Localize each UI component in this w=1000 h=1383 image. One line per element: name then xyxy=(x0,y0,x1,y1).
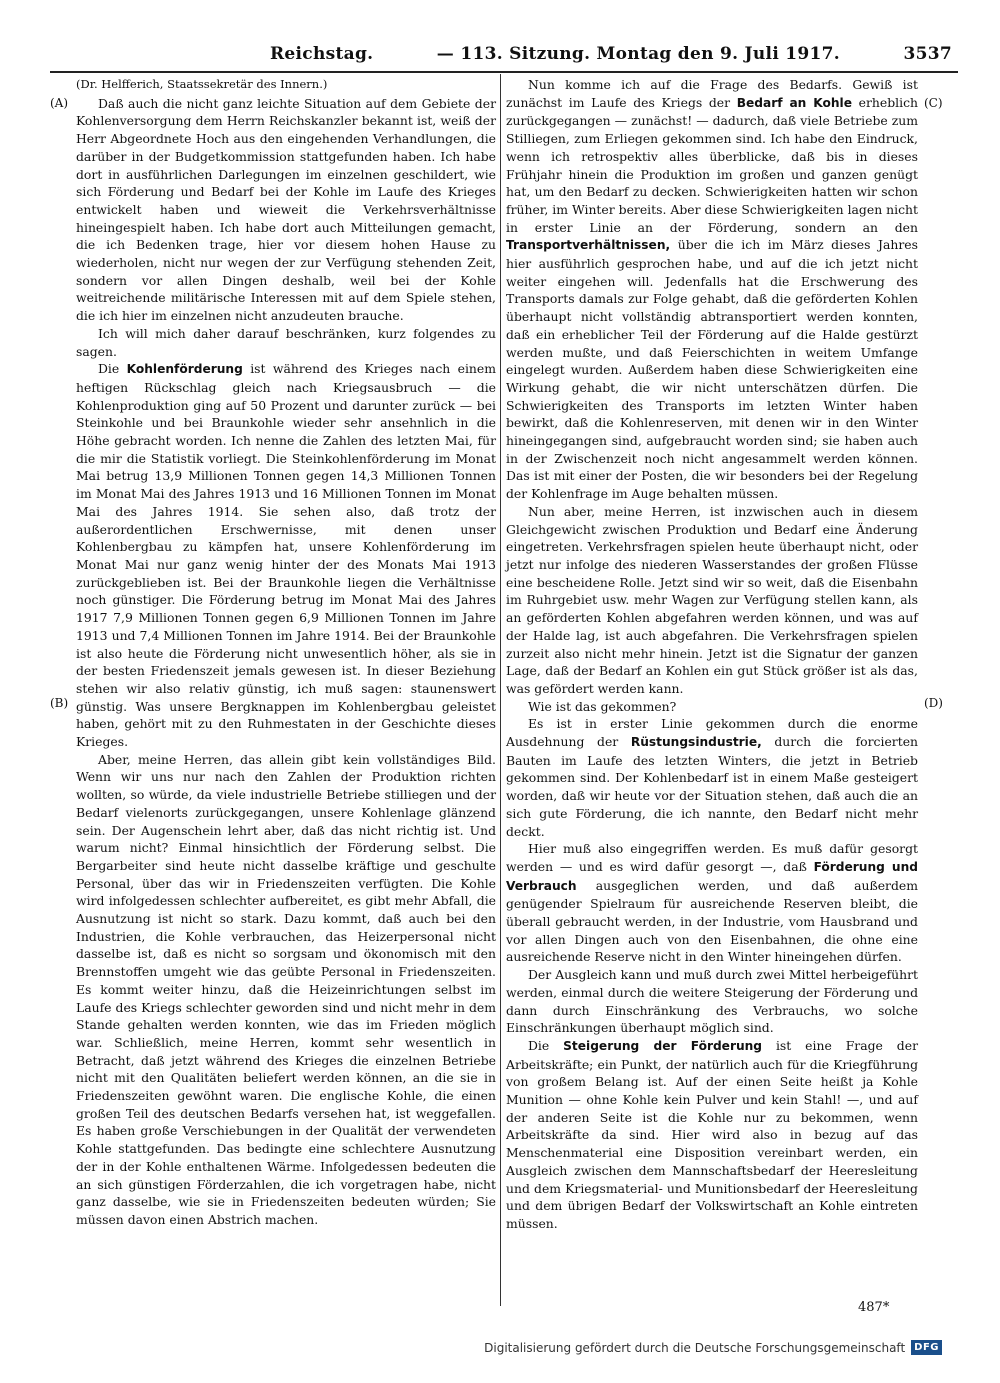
footer-text: Digitalisierung gefördert durch die Deutsche Forschungsgemeinschaft xyxy=(484,1340,906,1355)
paragraph: Die Kohlenförderung ist während des Krieges nach einem heftigen Rückschlag gleich nach Kriegsausbruch — die Kohlenproduktion ging auf 50 Prozent und darunter zurück — bei Steinkohle und bei Braunkohle wieder sehr ansehnlich in die Höhe gebracht worden. Ich nenne die Zahlen des letzten Mai, für die mir die Statistik vorliegt. Die Steinkohlenförderung im Monat Mai betrug 13,9 Millionen Tonnen gegen 14,3 Millionen Tonnen im Monat Mai des Jahres 1913 und 16 Millionen Tonnen im Monat Mai des Jahres 1914. Sie sehen also, daß trotz der außerordentlichen Erschwernisse, mit denen unser Kohlenbergbau zu kämpfen hat, unsere Kohlenförderung im Monat Mai nur ganz wenig hinter der des Monats Mai 1913 zurückgeblieben ist. Bei der Braunkohle liegen die Verhältnisse noch günstiger. Die Förderung betrug im Monat Mai des Jahres 1917 7,9 Millionen Tonnen gegen 6,9 Millionen Tonnen im Jahre 1913 und 7,4 Millionen Tonnen im Jahre 1914. Bei der Braunkohle ist also heute die Förderung nicht unwesentlich höher, als sie in der besten Friedenszeit jemals gewesen ist. In dieser Beziehung stehen wir also relativ günstig, ich muß sagen: staunenswert günstig. Was unsere Bergknappen im Kohlenbergbau geleistet haben, gehört mit zu den Ruhmestaten in der Geschichte dieses Krieges. xyxy=(76,361,496,750)
paragraph: Daß auch die nicht ganz leichte Situation auf dem Gebiete der Kohlenversorgung dem Herrn Reichskanzler bekannt ist, weiß der Herr Abgeordnete Hoch aus den eingehenden Verhandlungen, die darüber in der Budgetkommission stattgefunden haben. Ich habe dort in ausführlichen Darlegungen im einzelnen geschildert, wie sich Förderung und Bedarf bei der Kohle im Laufe des Krieges entwickelt haben und wieweit die Verkehrsverhältnisse hineingespielt haben. Ich habe dort auch Mitteilungen gemacht, die ich Bedenken trage, hier vor diesem hohen Hause zu wiederholen, nicht nur wegen der zur Verfügung stehenden Zeit, sondern vor allen Dingen deshalb, weil bei der Kohle weitreichende militärische Interessen mit auf dem Spiele stehen, die ich hier im einzelnen nicht anzudeuten brauche. xyxy=(76,95,496,324)
paragraph: Wie ist das gekommen? xyxy=(528,698,677,714)
emphasis: Transportverhältnissen, xyxy=(506,238,671,253)
paragraph: Nun komme ich auf die Frage des Bedarfs. Gewiß ist zunächst im Laufe des Kriegs der Bedarf an Kohle erheblich zurückgegangen — zunächst! — dadurch, daß viele Betriebe zum Stilliegen, zum Erliegen gekommen sind. Ich habe den Eindruck, wenn ich retrospektiv alles überblicke, daß bis in dieses Frühjahr hinein die Produktion im großen und ganzen genügt hat, um den Bedarf zu decken. Schwierigkeiten hatten wir schon früher, im Winter bereits. Aber diese Schwierigkeiten lagen nicht in erster Linie an der Förderung, sondern an den Transportverhältnissen, über die ich im März dieses Jahres hier ausführlich gesprochen habe, und auf die ich jetzt nicht weiter eingehen will. Jedenfalls hat die Erschwerung des Transports damals zur Folge gehabt, daß die geförderten Kohlen überhaupt nicht vollständig abtransportiert werden konnten, daß ein erheblicher Teil der Förderung auf die Halde gestürzt werden mußte, und daß Feierschichten in weitem Umfange eingelegt wurden. Außerdem haben diese Schwierigkeiten eine Wirkung gehabt, die wir nicht unterschätzen dürfen. Die Schwierigkeiten des Transports im letzten Winter haben bewirkt, daß die Kohlenreserven, mit denen wir in den Winter hineingegangen sind, aufgebraucht worden sind; sie haben auch in der Zwischenzeit noch nicht angesammelt werden können. Das ist mit einer der Posten, die wir besonders bei der Regelung der Kohlenfrage im Auge behalten müssen. xyxy=(506,77,918,502)
header-session: — 113. Sitzung. Montag den 9. Juli 1917. xyxy=(436,44,841,64)
paragraph: Aber, meine Herren, das allein gibt kein vollständiges Bild. Wenn wir uns nur nach den Zahlen der Produktion richten wollten, so würde, da viele industrielle Betriebe stilliegen und der Bedarf vielenorts zurückgegangen, unsere Kohlenlage glänzend sein. Der Augenschein lehrt aber, daß das nicht richtig ist. Und warum nicht? Einmal hinsichtlich der Förderung selbst. Die Bergarbeiter sind heute nicht dasselbe kräftige und geschulte Personal, über das wir in Friedenszeiten verfügten. Die Kohle wird infolgedessen schlechter aufbereitet, es gibt mehr Abfall, die Ausnutzung ist nicht so stark. Dazu kommt, daß auch bei den Industrien, die Kohle verbrauchen, das Heizerpersonal nicht dasselbe ist, daß es nicht so sorgsam und ökonomisch mit den Brennstoffen umgeht wie das geübte Personal in Friedenszeiten. Es kommt weiter hinzu, daß die Heizeinrichtungen selbst im Laufe des Kriegs schlechter geworden sind und nicht mehr in dem Stande gehalten werden konnten, wie das im Frieden möglich war. Schließlich, meine Herren, kommt sehr wesentlich in Betracht, daß jetzt während des Krieges die einzelnen Betriebe nicht mit den Qualitäten beliefert werden können, an die sie in Friedenszeiten gewöhnt waren. Die englische Kohle, die einen großen Teil des deutschen Bedarfs versehen hat, ist weggefallen. Es haben große Verschiebungen in der Qualität der verwendeten Kohle stattgefunden. Das bedingte eine schlechtere Ausnutzung der in der Kohle enthaltenen Wärme. Infolgedessen bedeuten die an sich günstigen Förderzahlen, die ich vorgetragen habe, nicht ganz dasselbe, wie sie in Friedenszeiten bedeuten würden; Sie müssen davon einen Abstrich machen. xyxy=(76,751,496,1227)
emphasis: Kohlenförderung xyxy=(126,362,243,377)
paragraph: Der Ausgleich kann und muß durch zwei Mittel herbeigeführt werden, einmal durch die weitere Steigerung der Förderung und dann durch Einschränkung des Verbrauchs, wo solche Einschränkungen überhaupt möglich sind. xyxy=(506,967,918,1036)
page-header xyxy=(270,44,952,74)
speaker-note: (Dr. Helfferich, Staatssekretär des Innern.) xyxy=(76,77,328,91)
emphasis: Steigerung der Förderung xyxy=(563,1038,763,1053)
paragraph: Hier muß also eingegriffen werden. Es muß dafür gesorgt werden — und es wird dafür gesorgt —, daß Förderung und Verbrauch ausgeglichen werden, und daß außerdem genügender Spielraum für ausreichende Reserven bleibt, die überall gebraucht werden, in der Industrie, vom Hausbrand und vor allen Dingen auch von den Eisenbahnen, die ohne eine ausreichende Reserve nicht in den Winter hineingehen dürfen. xyxy=(506,841,918,965)
left-column xyxy=(76,76,496,1229)
paragraph: Die Steigerung der Förderung ist eine Frage der Arbeitskräfte; ein Punkt, der natürlich auch für die Kriegführung von großem Belang ist. Auf der einen Seite heißt ja Kohle Munition — ohne Kohle kein Pulver und kein Stahl! —, und auf der anderen Seite ist die Kohle nur zu bekommen, wenn Arbeitskräfte da sind. Hier wird also in bezug auf das Menschenmaterial eine Disposition vereinbart werden, ein Ausgleich zwischen dem Mannschaftsbedarf der Heeresleitung und dem Kriegsmaterial- und Munitionsbedarf der Heeresleitung und dem übrigen Bedarf der Volkswirtschaft an Kohle eintreten müssen. xyxy=(506,1037,918,1231)
page-number: 3537 xyxy=(903,44,952,64)
paragraph: Nun aber, meine Herren, ist inzwischen auch in diesem Gleichgewicht zwischen Produktion und Bedarf eine Änderung eingetreten. Verkehrsfragen spielen heute überhaupt nicht, oder jetzt nur infolge des niederen Wasserstandes der großen Flüsse eine bescheidene Rolle. Jetzt sind wir so weit, daß die Eisenbahn im Ruhrgebiet usw. mehr Wagen zur Verfügung stellen kann, als an geförderten Kohlen abgefahren werden können, und was auf der Halde lag, ist auch abgefahren. Die Verkehrsfragen spielen zurzeit also nicht mehr hinein. Jetzt ist die Signatur der ganzen Lage, daß der Bedarf an Kohlen ein gut Stück größer ist als das, was gefördert werden kann. xyxy=(506,503,918,696)
margin-marker-b: (B) xyxy=(50,696,69,710)
margin-marker-a: (A) xyxy=(50,96,69,110)
emphasis: Förderung und Verbrauch xyxy=(506,859,918,893)
header-left: Reichstag. xyxy=(270,44,374,64)
margin-marker-d: (D) xyxy=(924,696,943,710)
paragraph: Es ist in erster Linie gekommen durch die enorme Ausdehnung der Rüstungsindustrie, durch die forcierten Bauten im Laufe des letzten Winters, die jetzt in Betrieb gekommen sind. Der Kohlenbedarf ist in einem Maße gesteigert worden, daß wir heute vor der Situation stehen, daß auch die an sich gute Förderung, die ich nannte, den Bedarf nicht mehr deckt. xyxy=(506,716,919,839)
sheet-reference: 487* xyxy=(858,1300,890,1315)
right-column xyxy=(506,76,918,1233)
emphasis: Rüstungsindustrie, xyxy=(630,735,762,750)
paragraph: Ich will mich daher darauf beschränken, kurz folgendes zu sagen. xyxy=(76,325,496,359)
emphasis: Bedarf an Kohle xyxy=(736,95,853,110)
header-rule xyxy=(50,71,958,73)
footer-credit xyxy=(484,1340,942,1355)
margin-marker-c: (C) xyxy=(924,96,943,110)
dfg-logo-icon: DFG xyxy=(911,1340,942,1355)
column-divider xyxy=(500,74,501,1306)
